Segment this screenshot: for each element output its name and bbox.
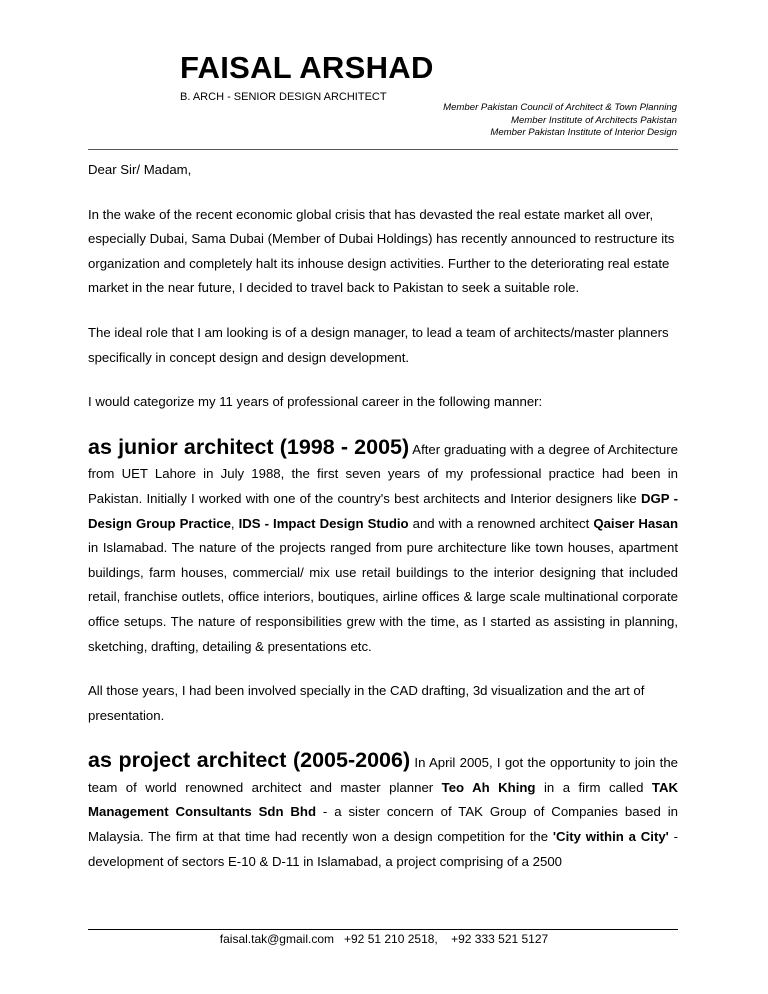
firm-name: IDS - Impact Design Studio: [238, 515, 409, 531]
text: In April 2005, I got the opportunity to join the team of world renowned architect and master planner: [88, 755, 678, 795]
junior-architect-section: [88, 435, 678, 659]
membership-item: Member Pakistan Council of Architect & Town Planning: [443, 102, 677, 113]
section-heading: as project architect (2005-2006): [88, 748, 411, 773]
paragraph: All those years, I had been involved specially in the CAD drafting, 3d visualization and the art of presentation.: [88, 683, 645, 723]
architect-name: Qaiser Hasan: [593, 515, 678, 531]
paragraph: I would categorize my 11 years of professional career in the following manner:: [88, 394, 543, 410]
footer-contact: [0, 932, 768, 946]
text: in a firm called: [535, 779, 652, 795]
paragraph: In the wake of the recent economic global crisis that has devasted the real estate market all over, especially Dubai, Sama Dubai (Member of Dubai Holdings) has recently announced to restructure its organization and completely halt its inhouse design activities. Further to the deteriorating real estate market in the near future, I decided to travel back to Pakistan to seek a suitable role.: [88, 206, 675, 296]
paragraph: The ideal role that I am looking is of a design manager, to lead a team of architects/master planners specifically in concept design and design development.: [88, 324, 669, 365]
salutation: Dear Sir/ Madam,: [88, 162, 192, 177]
membership-item: Member Pakistan Institute of Interior Design: [490, 127, 677, 138]
architect-name: Teo Ah Khing: [441, 779, 536, 795]
text: - a sister concern of TAK Group of Companies based in Malaysia. The firm at that time had recently won a design competition for the: [88, 804, 678, 845]
firm-name: TAK Management Consultants Sdn Bhd: [88, 779, 678, 820]
section-heading: as junior architect (1998 - 2005): [88, 434, 410, 459]
text: and with a renowned architect: [408, 515, 594, 531]
applicant-title: B. ARCH - SENIOR DESIGN ARCHITECT: [180, 91, 387, 103]
project-name: 'City within a City': [552, 829, 669, 845]
text: - development of sectors E-10 & D-11 in Islamabad, a project comprising of a 2500: [88, 829, 678, 869]
membership-item: Member Institute of Architects Pakistan: [510, 114, 677, 126]
text: After graduating with a degree of Architecture from UET Lahore in July 1988, the first seven years of my professional practice had been in Pakistan. Initially I worked with one of the country's best architects and Interior designers like: [88, 441, 678, 506]
applicant-name: FAISAL ARSHAD: [180, 50, 434, 85]
letter-body: [88, 158, 678, 894]
text: ,: [230, 515, 239, 531]
project-architect-section: [88, 748, 678, 874]
text: in Islamabad. The nature of the projects ranged from pure architecture like town houses, apartment buildings, farm houses, commercial/ mix use retail buildings to the interior designing that included retail, franchise outlets, office interiors, boutiques, airline offices & large scale multinational corporate office setups. The nature of responsibilities grew with the time, as I started as assisting in planning, sketching, drafting, detailing & presentations etc.: [88, 540, 678, 654]
footer-divider: [88, 929, 678, 930]
memberships: [443, 102, 677, 140]
header-divider: [88, 149, 678, 150]
email: faisal.tak@gmail.com: [219, 932, 334, 946]
phone: +92 333 521 5127: [451, 932, 549, 946]
firm-name: DGP - Design Group Practice: [88, 490, 678, 531]
phone: +92 51 210 2518,: [344, 932, 438, 946]
